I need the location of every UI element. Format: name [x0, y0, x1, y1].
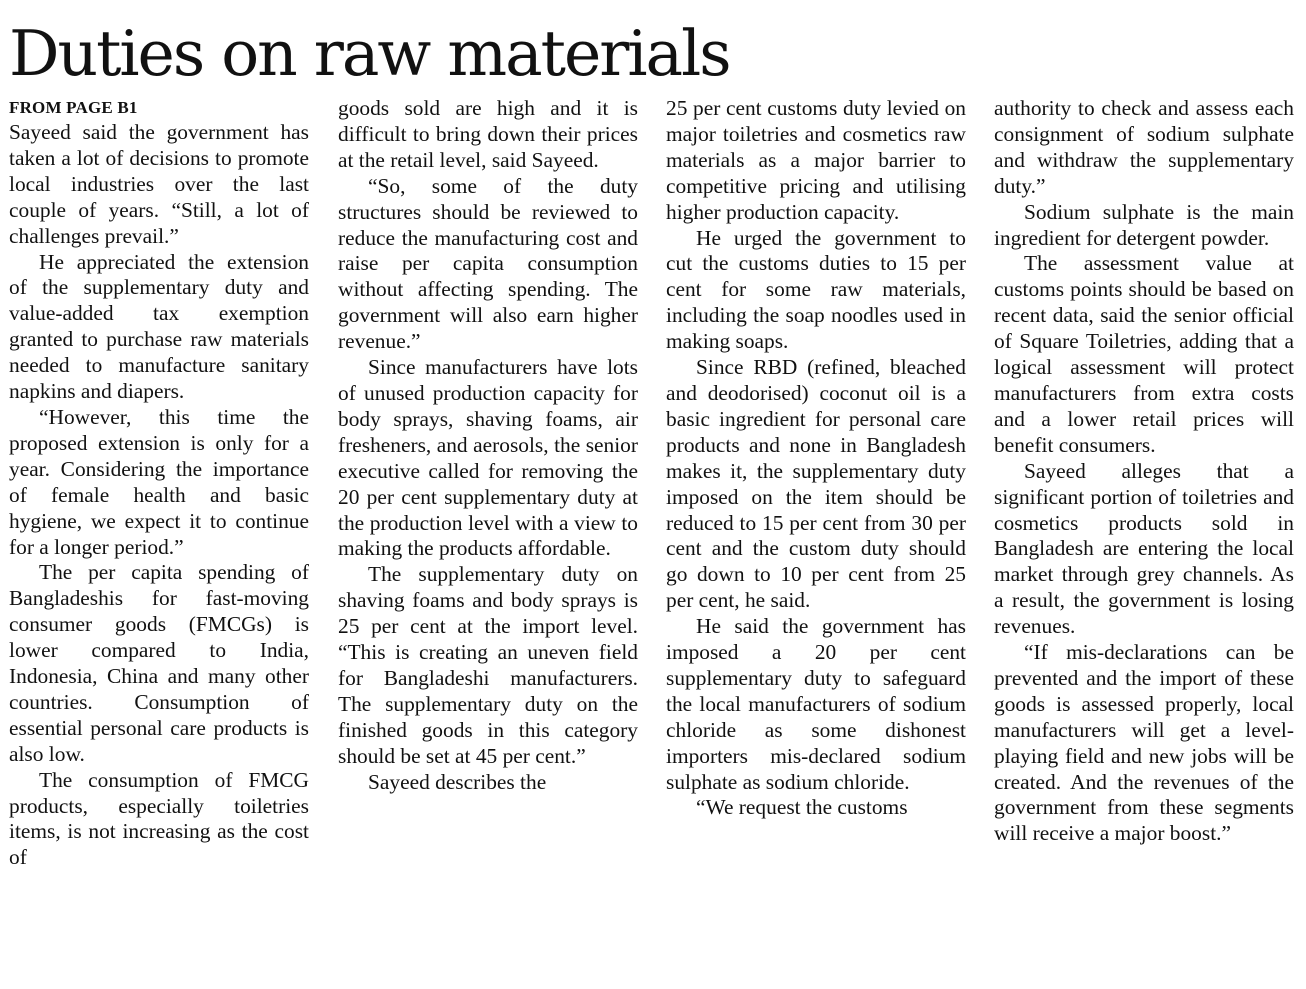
paragraph: “If mis-declarations can be prevented and the import of these goods is assessed properly, local manufacturers will get a level-playing field and new jobs will be created. And the revenues of the government from these segments will receive a major boost.”	[994, 640, 1294, 846]
paragraph: Sayeed alleges that a significant portion of toiletries and cosmetics products sold in Bangladesh are entering the local market through grey channels. As a result, the government is losing revenues.	[994, 458, 1294, 639]
paragraph: Sayeed said the government has taken a lot of decisions to promote local industries over the last couple of years. “Still, a lot of challenges prevail.”	[9, 120, 309, 248]
paragraph: The consumption of FMCG products, especially toiletries items, is not increasing as the cost of	[9, 767, 309, 870]
paragraph: The per capita spending of Bangladeshis for fast-moving consumer goods (FMCGs) is lower compared to India, Indonesia, China and many other countries. Consumption of essential personal care products is also low.	[9, 560, 309, 766]
paragraph: Since manufacturers have lots of unused production capacity for body sprays, shaving foams, air fresheners, and aerosols, the senior executive called for removing the 20 per cent supplementary duty at the production level with a view to making the products affordable.	[338, 355, 638, 561]
paragraph: “We request the customs	[696, 795, 908, 820]
column-1	[9, 96, 309, 986]
column-2	[338, 96, 638, 986]
paragraph: He said the government has imposed a 20 per cent supplementary duty to safeguard the local manufacturers of sodium chloride as some dishonest importers mis-declared sodium sulphate as sodium chloride.	[666, 614, 966, 794]
paragraph: He urged the government to cut the customs duties to 15 per cent for some raw materials, including the soap noodles used in making soaps.	[666, 225, 966, 354]
column-4	[994, 96, 1294, 986]
kicker: FROM PAGE B1	[9, 98, 138, 117]
paragraph: The assessment value at customs points should be based on recent data, said the senior official of Square Toiletries, adding that a logical assessment will protect manufacturers from extra costs and a lower retail prices will benefit consumers.	[994, 251, 1294, 457]
paragraph: The supplementary duty on shaving foams and body sprays is 25 per cent at the import level. “This is creating an uneven field for Bangladeshi manufacturers. The supplementary duty on the finished goods in this category should be set at 45 per cent.”	[338, 562, 638, 768]
paragraph: Since RBD (refined, bleached and deodorised) coconut oil is a basic ingredient for personal care products and none in Bangladesh makes it, the supplementary duty imposed on the item should be reduced to 15 per cent from 30 per cent and the custom duty should go down to 10 per cent from 25 per cent, he said.	[666, 355, 966, 613]
paragraph: He appreciated the extension of the supplementary duty and value-added tax exemption granted to purchase raw materials needed to manufacture sanitary napkins and diapers.	[9, 249, 309, 404]
paragraph: goods sold are high and it is difficult to bring down their prices at the retail level, said Sayeed.	[338, 96, 638, 172]
paragraph: authority to check and assess each consignment of sodium sulphate and withdraw the supplementary duty.”	[994, 96, 1294, 198]
paragraph: Sodium sulphate is the main ingredient for detergent powder.	[994, 199, 1294, 250]
headline: Duties on raw materials	[9, 17, 730, 90]
paragraph: 25 per cent customs duty levied on major toiletries and cosmetics raw materials as a major barrier to competitive pricing and utilising higher production capacity.	[666, 96, 966, 224]
column-3	[666, 96, 966, 986]
paragraph: “However, this time the proposed extension is only for a year. Considering the importance of female health and basic hygiene, we expect it to continue for a longer period.”	[9, 404, 309, 559]
paragraph: Sayeed describes the	[368, 769, 547, 794]
paragraph: “So, some of the duty structures should be reviewed to reduce the manufacturing cost and raise per capita consumption without affecting spending. The government will also earn higher revenue.”	[338, 173, 638, 354]
